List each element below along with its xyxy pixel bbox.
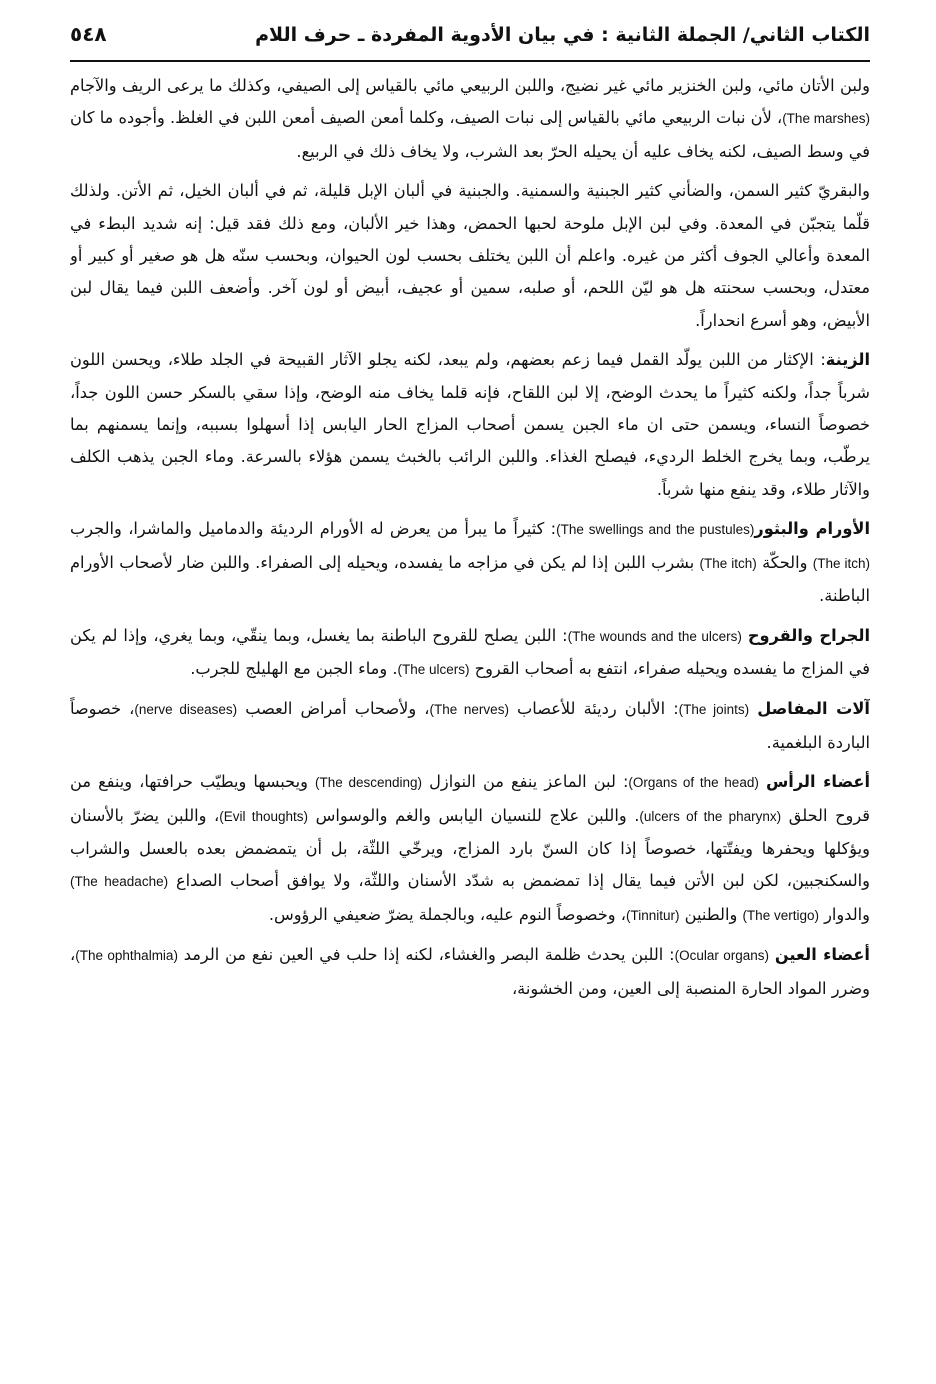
paragraph	[70, 693, 870, 759]
arabic-text: ، واللبن يضرّ بالأسنان ويؤكلها ويحفرها ويفتّتها، خصوصاً إذا كان السنّ بارد المزاج، ويرخّي اللثّة، بل أن يتمضمض بعده بالعسل والشراب والسكنجبين، لكن لبن الأتن فيما يقال إذا تمضمض به شدّد الأسنان واللثّة، ولا يوافق أصحاب الصداع	[70, 805, 870, 891]
arabic-text: ، ولأصحاب أمراض العصب	[237, 699, 430, 719]
arabic-text: . واللبن علاج للنسيان اليابس والغم والوسواس	[308, 805, 640, 825]
section-heading: الأورام والبثور	[754, 519, 870, 539]
paragraph	[70, 766, 870, 932]
book-page	[70, 22, 870, 1362]
running-header	[70, 22, 870, 60]
arabic-text: والدوار	[818, 904, 870, 924]
arabic-text: ، خصوصاً الباردة البلغمية.	[70, 699, 870, 752]
english-term: (The vertigo)	[742, 907, 819, 923]
english-term: (The itch)	[699, 555, 757, 571]
section-heading: أعضاء العين	[774, 945, 870, 965]
running-title: الكتاب الثاني/ الجملة الثانية : في بيان الأدوية المفردة ـ حرف اللام	[255, 24, 870, 46]
english-term: (The headache)	[70, 874, 169, 890]
arabic-text: : الألبان رديئة للأعصاب	[508, 699, 679, 719]
arabic-text: : اللبن يصلح للقروح الباطنة بما يغسل، وبما ينقّي، وبما يغري، وإذا لم يكن في المزاج ما يفسده ويحيله صفراء، انتفع به أصحاب القروح	[70, 625, 870, 678]
header-rule	[70, 60, 870, 62]
section-heading: الجراح والقروح	[747, 625, 870, 645]
english-term: (The nerves)	[429, 702, 509, 718]
arabic-text: . وماء الجبن مع الهليلج للجرب.	[190, 658, 398, 678]
paragraph	[70, 939, 870, 1005]
english-term: (The joints)	[678, 702, 750, 718]
arabic-text: : اللبن يحدث ظلمة البصر والغشاء، لكنه إذا حلب في العين نفع من الرمد	[177, 945, 675, 965]
body-text	[70, 70, 870, 1005]
arabic-text: ولبن الأتان مائي، ولبن الخنزير مائي غير نضيج، واللبن الربيعي مائي بالقياس إلى الصيفي، وكذلك ما يرعى الريف والآجام	[70, 76, 870, 95]
page-number: ٥٤٨	[70, 22, 107, 46]
paragraph	[70, 70, 870, 168]
english-term: (The ulcers)	[397, 661, 470, 677]
english-term: (Organs of the head)	[628, 775, 759, 791]
english-term: (nerve diseases)	[134, 702, 238, 718]
arabic-text	[749, 699, 757, 718]
english-term: (Tinnitur)	[626, 907, 680, 923]
section-heading: آلات المفاصل	[757, 699, 870, 719]
section-heading: أعضاء الرأس	[765, 772, 870, 792]
arabic-text: بشرب اللبن إذا لم يكن في مزاجه ما يفسده، ويحيله إلى الصفراء. واللبن ضار لأصحاب الأورام الباطنة.	[70, 552, 870, 606]
english-term: (The swellings and the pustules)	[556, 522, 755, 538]
english-term: (The marshes)	[782, 111, 870, 127]
english-term: (ulcers of the pharynx)	[639, 808, 782, 824]
arabic-text: : كثيراً ما يبرأ من يعرض له الأورام الرديئة والدماميل والماشرا، والجرب	[70, 519, 557, 539]
english-term: (The wounds and the ulcers)	[567, 628, 742, 644]
english-term: (Ocular organs)	[674, 948, 770, 964]
arabic-text	[759, 772, 766, 791]
paragraph	[70, 620, 870, 687]
section-heading: الزينة	[825, 350, 870, 370]
arabic-text: ، وخصوصاً النوم عليه، وبالجملة يضرّ ضعيفي الرؤوس.	[268, 904, 626, 924]
english-term: (The ophthalmia)	[75, 948, 178, 964]
arabic-text: والطنين	[679, 904, 743, 924]
english-term: (The descending)	[315, 775, 423, 791]
arabic-text: ، لأن نبات الربيعي مائي بالقياس إلى نبات الصيف، وكلما أمعن الصيف أمعن اللبن في الغلظ. وأجوده ما كان في وسط الصيف، لكنه يخاف عليه أن يحيله الحرّ بعد الشرب، ولا يخاف ذلك في الربيع.	[70, 108, 870, 161]
arabic-text: ، وضرر المواد الحارة المنصبة إلى العين، ومن الخشونة،	[70, 945, 870, 998]
arabic-text: ويحبسها ويطيّب حرافتها، وينفع من قروح الحلق	[70, 772, 870, 825]
paragraph	[70, 513, 870, 612]
paragraph	[70, 175, 870, 337]
english-term: (The itch)	[812, 555, 870, 571]
arabic-text: والحكّة	[756, 552, 813, 572]
paragraph	[70, 344, 870, 506]
arabic-text: : الإكثار من اللبن يولّد القمل فيما زعم بعضهم، ولم يبعد، لكنه يجلو الآثار القبيحة في الجلد طلاء، ويحسن اللون شرباً جداً، ولكنه كثيراً ما يحدث الوضح، إلا لبن اللقاح، فإنه قلما يخاف منه الوضح، وإذا سقي بالسكر حسن اللون جداً، خصوصاً النساء، ويسمن حتى ان ماء الجبن يسمن أصحاب المزاج الحار اليابس إذا أسهلوا بسببه، وإنما يسمنهم بما يرطّب، وبما يخرج الخلط الرديء، فيصلح الغذاء. واللبن الرائب بالخبث يسمن هؤلاء بالسرعة. وماء الجبن يذهب الكلف والآثار طلاء، وقد ينفع منها شرباً.	[70, 350, 870, 499]
arabic-text: : لبن الماعز ينفع من النوازل	[422, 772, 629, 792]
english-term: (Evil thoughts)	[219, 808, 309, 824]
arabic-text: والبقريّ كثير السمن، والضأني كثير الجبنية والسمنية. والجبنية في ألبان الإبل قليلة، ثم في ألبان الخيل، ثم الأتن. ولذلك قلّما يتجبّن في المعدة. وفي لبن الإبل ملوحة لحبها الحمض، وهذا خير الألبان، ومع ذلك فقد قيل: إنه شديد البطء في المعدة وأعالي الجوف أكثر من غيره. واعلم أن اللبن يختلف بحسب لون الحيوان، وبحسب سنّه هل هو صغير أو كبير أو معتدل، وبحسب سحنته هل هو ليّن اللحم، أو صلبه، سمين أو عجيف، أبيض أو لون آخر. وأضعف اللبن فيما يقال لبن الأبيض، وهو أسرع انحداراً.	[70, 181, 870, 330]
